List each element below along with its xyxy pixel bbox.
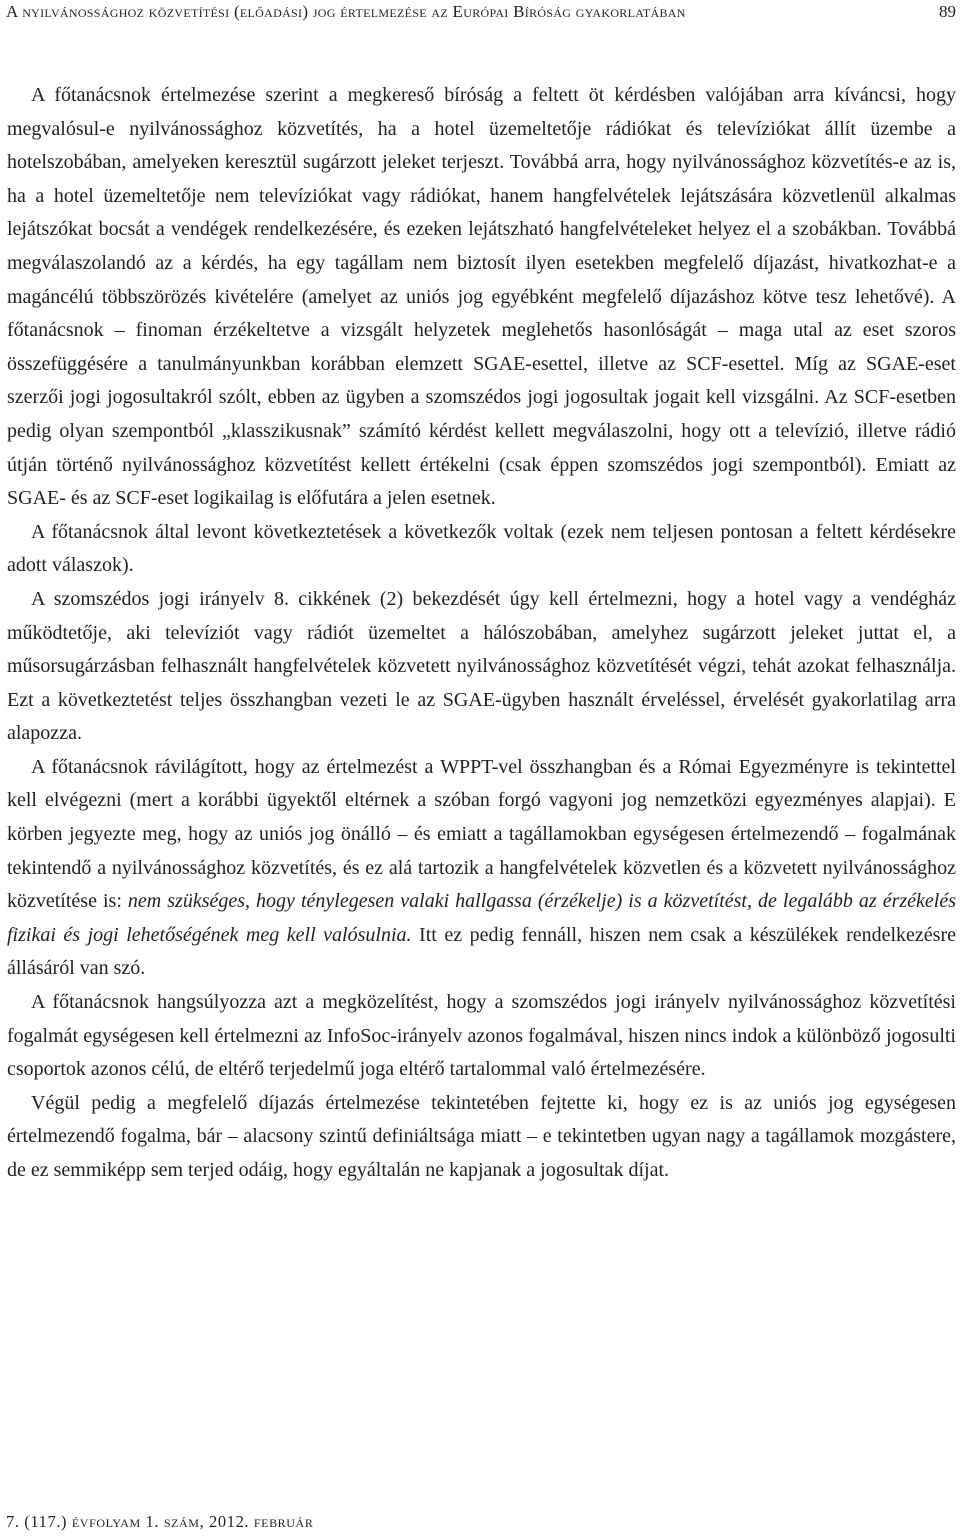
paragraph-6 — [7, 1087, 956, 1188]
paragraph-5 — [7, 986, 956, 1087]
paragraph-3 — [7, 583, 956, 751]
paragraph-emphasis: nem szükséges, hogy ténylegesen valaki hallgassa (érzékelje) is a közvetítést, de legalább az érzékelés fizikai és jogi lehetőségének meg kell valósulnia. — [7, 890, 957, 946]
paragraph-text: A főtanácsnok hangsúlyozza azt a megközelítést, hogy a szomszédos jogi irányelv nyilvánossághoz közvetítési fogalmát egységesen kell értelmezni az InfoSoc-irányelv azonos fogalmával, hiszen nincs indok a különböző jogosulti csoportok azonos célú, de eltérő terjedelmű joga eltérő tartalommal való értelmezésére. — [7, 991, 956, 1081]
paragraph-4 — [7, 751, 956, 986]
paragraph-tail: Itt ez pedig fennáll, hiszen nem csak a készülékek rendelkezésre állásáról van szó. — [7, 923, 956, 980]
paragraph-1 — [7, 79, 956, 516]
body-text — [7, 79, 956, 1188]
running-title: A nyilvánossághoz közvetítési (előadási) jog értelmezése az Európai Bíróság gyakorlatában — [6, 2, 686, 21]
paragraph-2 — [7, 516, 956, 583]
paragraph-text: A főtanácsnok rávilágított, hogy az értelmezést a WPPT-vel összhangban és a Római Egyezményre is tekintettel kell elvégezni (mert a korábbi ügyektől eltérnek a szóban forgó vagyoni jog nemzetközi egyezményes alapjai). E körben jegyezte meg, hogy az uniós jog önálló – és emiatt a tagállamokban egységesen értelmezendő – fogalmának tekintendő a nyilvánossághoz közvetítés, és ez alá tartozik a hangfelvételek közvetlen és a közvetett nyilvánossághoz közvetítése is: — [7, 755, 956, 913]
paragraph-text: A főtanácsnok által levont következtetések a következők voltak (ezek nem teljesen pontosan a feltett kérdésekre adott válaszok). — [7, 520, 956, 577]
paragraph-text: A szomszédos jogi irányelv 8. cikkének (2) bekezdését úgy kell értelmezni, hogy a hotel vagy a vendégház működtetője, aki televíziót vagy rádiót üzemeltet a hálószobában, amelyhez sugárzott jeleket juttat el, a műsorsugárzásban felhasznált hangfelvételek közvetett nyilvánossághoz közvetítését végzi, tehát azokat felhasználja. Ezt a következtetést teljes összhangban vezeti le az SGAE-ügyben használt érveléssel, érvelését gyakorlatilag arra alapozza. — [7, 587, 956, 745]
page-number: 89 — [939, 2, 956, 21]
paragraph-text: Végül pedig a megfelelő díjazás értelmezése tekintetében fejtette ki, hogy ez is az uniós jog egységesen értelmezendő fogalma, bár – alacsony szintű definiáltsága miatt – e tekintetben ugyan nagy a tagállamok mozgástere, de ez semmiképp sem terjed odáig, hogy egyáltalán ne kapjanak a jogosultak díjat. — [7, 1091, 956, 1181]
paragraph-text: A főtanácsnok értelmezése szerint a megkereső bíróság a feltett öt kérdésben valójában arra kíváncsi, hogy megvalósul-e nyilvánossághoz közvetítés, ha a hotel üzemeltetője rádiókat és televíziókat állít üzembe a hotelszobában, amelyeken keresztül sugárzott jeleket terjeszt. Továbbá arra, hogy nyilvánossághoz közvetítés-e az is, ha a hotel üzemeltetője nem televíziókat vagy rádiókat, hanem hangfelvételek lejátszására közvetlenül alkalmas lejátszókat bocsát a vendégek rendelkezésére, és ezeken lejátszható hangfelvételeket helyez el a szobákban. Továbbá megválaszolandó az a kérdés, ha egy tagállam nem biztosít ilyen esetekben megfelelő díjazást, hivatkozhat-e a magáncélú többszörözés kivételére (amelyet az uniós jog egyébként megfelelő díjazáshoz kötve tesz lehetővé). A főtanácsnok – finoman érzékeltetve a vizsgált helyzetek meglehetős hasonlóságát – maga utal az eset szoros összefüggésére a tanulmányunkban korábban elemzett SGAE-esettel, illetve az SCF-esettel. Míg az SGAE-eset szerzői jogi jogosultakról szólt, ebben az ügyben a szomszédos jogi jogosultak jogait kell vizsgálni. Az SCF-esetben pedig olyan szempontból „klasszikusnak” számító kérdést kellett megválaszolni, hogy ott a televízió, illetve rádió útján történő nyilvánossághoz közvetítést kellett értékelni (csak éppen szomszédos jogi szempontból). Emiatt az SGAE- és az SCF-eset logikailag is előfutára a jelen esetnek. — [7, 84, 956, 510]
running-header — [6, 2, 956, 26]
issue-footer: 7. (117.) évfolyam 1. szám, 2012. február — [6, 1512, 314, 1531]
